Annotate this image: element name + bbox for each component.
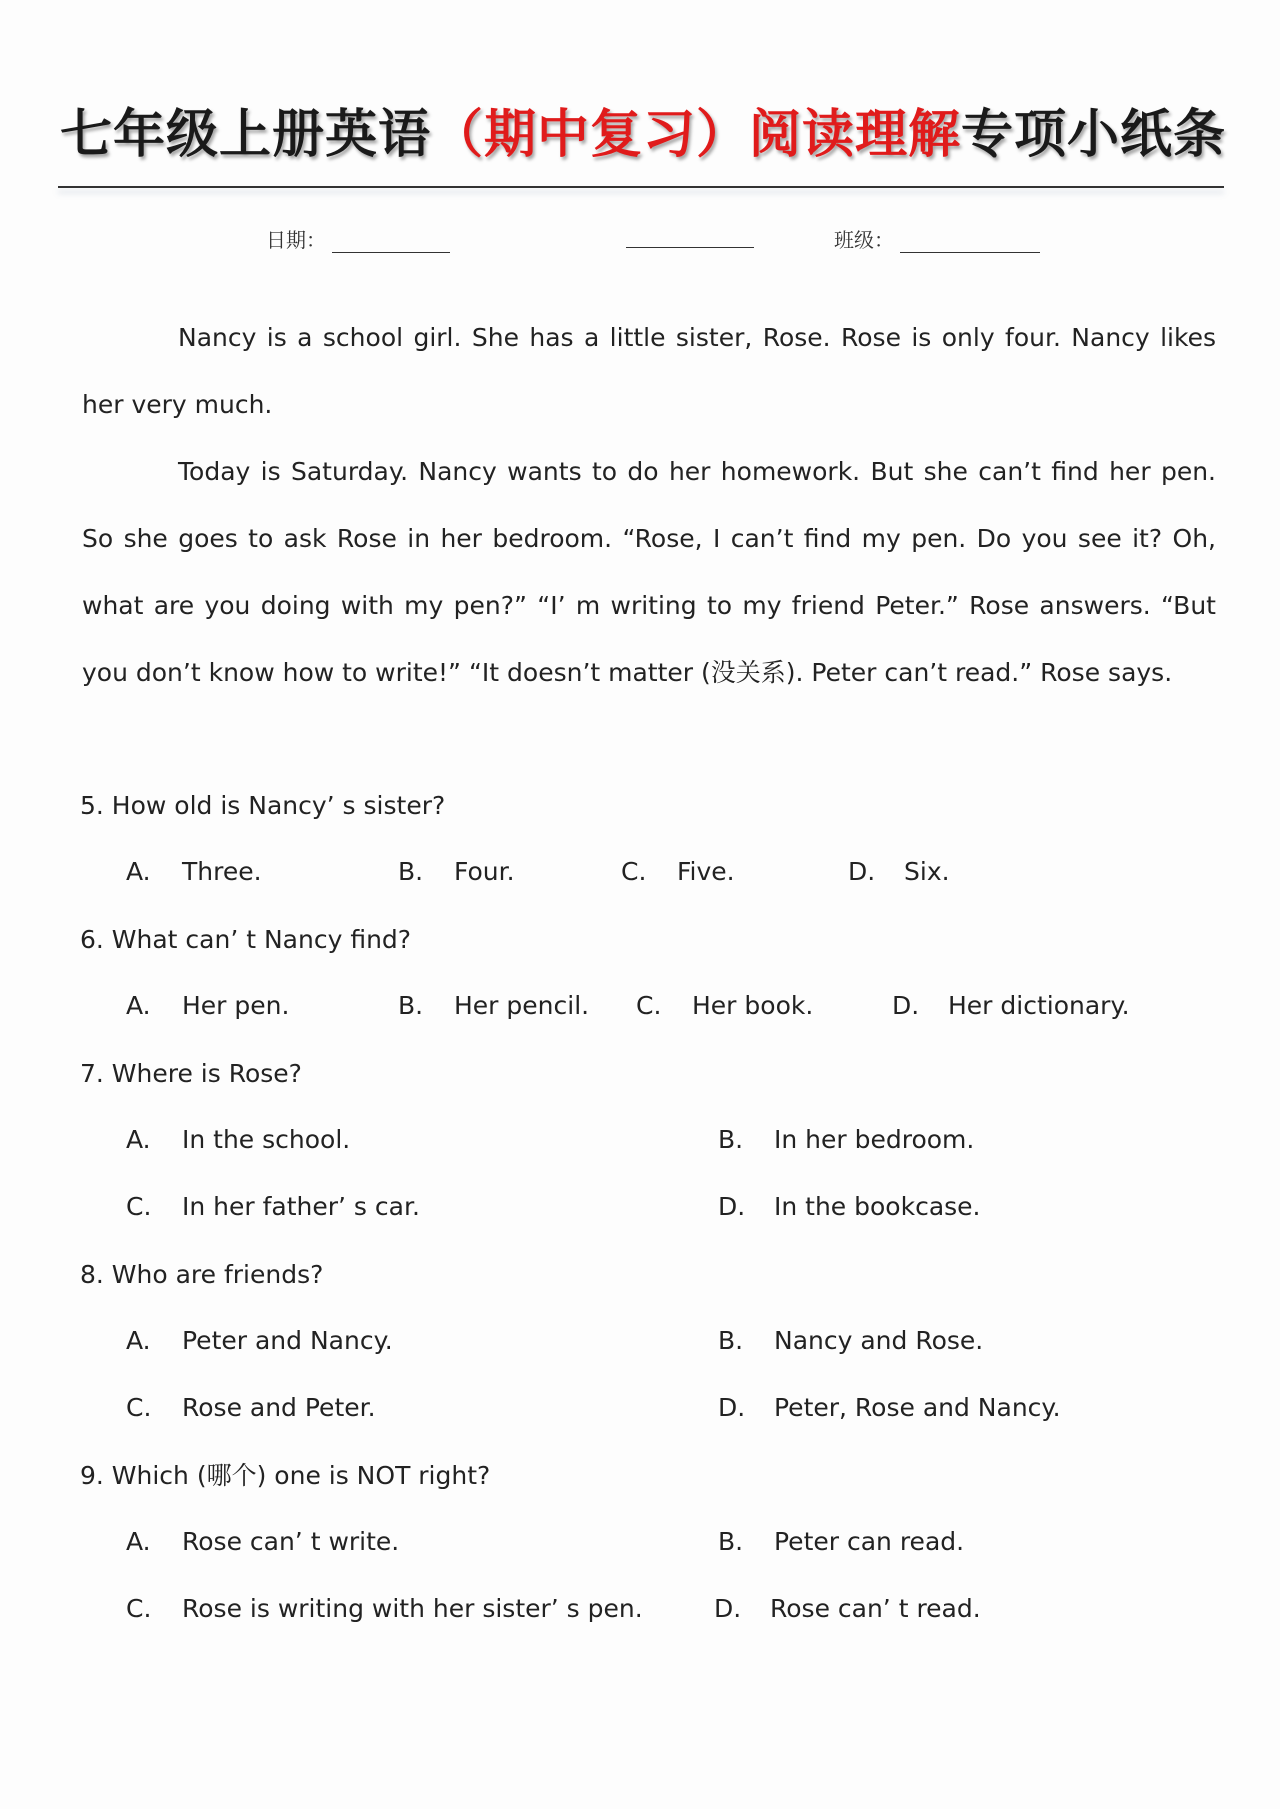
q7-option-a[interactable]: A. In the school. [126, 1125, 351, 1154]
q9-option-d[interactable]: D. Rose can’ t read. [714, 1594, 981, 1623]
q7-option-c[interactable]: C. In her father’ s car. [126, 1192, 420, 1221]
worksheet-title [60, 92, 1227, 167]
reading-passage [82, 304, 1216, 706]
passage-paragraph-1: Nancy is a school girl. She has a little sister, Rose. Rose is only four. Nancy likes her very much. [82, 323, 1216, 419]
q7-option-b[interactable]: B. In her bedroom. [718, 1125, 975, 1154]
question-7: 7. Where is Rose? [80, 1059, 302, 1088]
class-blank[interactable] [900, 230, 1040, 253]
q9-option-c[interactable]: C. Rose is writing with her sister’ s pen. [126, 1594, 643, 1623]
q9-option-b[interactable]: B. Peter can read. [718, 1527, 965, 1556]
q5-option-d[interactable]: D. Six. [848, 857, 950, 886]
q5-option-c[interactable]: C. Five. [621, 857, 735, 886]
q7-option-d[interactable]: D. In the bookcase. [718, 1192, 981, 1221]
q6-option-b[interactable]: B. Her pencil. [398, 991, 590, 1020]
question-9: 9. Which (哪个) one is NOT right? [80, 1461, 491, 1490]
name-field [620, 224, 754, 248]
date-blank[interactable] [332, 230, 450, 253]
q6-option-a[interactable]: A. Her pen. [126, 991, 290, 1020]
q5-option-a[interactable]: A. Three. [126, 857, 262, 886]
q8-option-a[interactable]: A. Peter and Nancy. [126, 1326, 393, 1355]
title-prefix: 七年级上册英语 [60, 104, 432, 165]
name-blank[interactable] [626, 225, 754, 248]
date-label: 日期： [266, 228, 326, 252]
passage-paragraph-2: Today is Saturday. Nancy wants to do her homework. But she can’t find her pen. So she goes to ask Rose in her bedroom. “Rose, I can’t find my pen. Do you see it? Oh, what are you doing with my pen?” “I’ m writing to my friend Peter.” Rose answers. “But you don’t know how to write!” “It doesn’t matter (没关系). Peter can’t read.” Rose says. [82, 457, 1216, 687]
q6-option-c[interactable]: C. Her book. [636, 991, 814, 1020]
date-field [266, 224, 450, 253]
class-field [834, 224, 1040, 253]
q8-option-d[interactable]: D. Peter, Rose and Nancy. [718, 1393, 1061, 1422]
question-6: 6. What can’ t Nancy find? [80, 925, 412, 954]
title-divider [58, 186, 1224, 188]
title-suffix: 专项小纸条 [961, 104, 1227, 165]
class-label: 班级： [834, 228, 894, 252]
q5-option-b[interactable]: B. Four. [398, 857, 515, 886]
question-8: 8. Who are friends? [80, 1260, 324, 1289]
question-5: 5. How old is Nancy’ s sister? [80, 791, 446, 820]
q8-option-b[interactable]: B. Nancy and Rose. [718, 1326, 984, 1355]
title-highlight: （期中复习）阅读理解 [431, 104, 962, 165]
q9-option-a[interactable]: A. Rose can’ t write. [126, 1527, 400, 1556]
q6-option-d[interactable]: D. Her dictionary. [892, 991, 1130, 1020]
q8-option-c[interactable]: C. Rose and Peter. [126, 1393, 376, 1422]
